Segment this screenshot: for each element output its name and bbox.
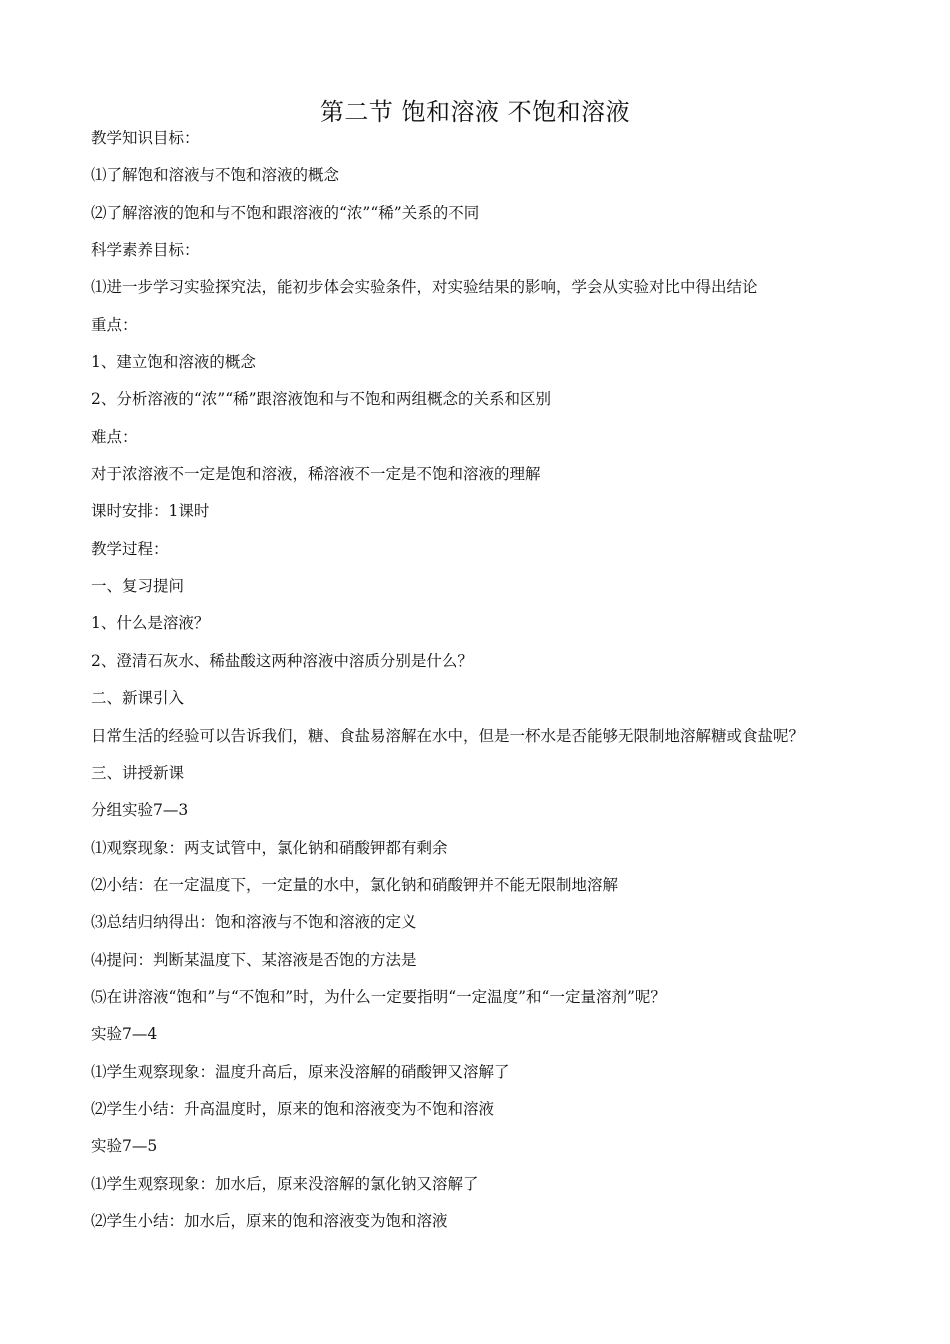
text-line: ⑸在讲溶液“饱和”与“不饱和”时，为什么一定要指明“一定温度”和“一定量溶剂”呢？ <box>91 987 666 1006</box>
document-body <box>91 128 891 1248</box>
text-line: 教学过程： <box>91 539 169 558</box>
text-line: 对于浓溶液不一定是饱和溶液，稀溶液不一定是不饱和溶液的理解 <box>91 465 541 484</box>
text-line: 二、新课引入 <box>91 689 185 708</box>
text-line: 难点： <box>91 427 138 446</box>
text-line: 1、建立饱和溶液的概念 <box>91 353 256 372</box>
text-line: ⑴学生观察现象：温度升高后，原来没溶解的硝酸钾又溶解了 <box>91 1062 510 1081</box>
text-line: 1、什么是溶液？ <box>91 614 210 633</box>
document-title: 第二节 饱和溶液 不饱和溶液 <box>319 98 631 126</box>
text-line: 2、分析溶液的“浓”“稀”跟溶液饱和与不饱和两组概念的关系和区别 <box>91 390 552 409</box>
text-line: ⑵小结：在一定温度下，一定量的水中，氯化钠和硝酸钾并不能无限制地溶解 <box>91 875 619 894</box>
text-line: 一、复习提问 <box>91 577 185 596</box>
text-line: ⑵学生小结：升高温度时，原来的饱和溶液变为不饱和溶液 <box>91 1099 495 1118</box>
text-line: 教学知识目标： <box>91 129 200 147</box>
text-line: 2、澄清石灰水、稀盐酸这两种溶液中溶质分别是什么？ <box>91 651 473 670</box>
text-line: 日常生活的经验可以告诉我们，糖、食盐易溶解在水中，但是一杯水是否能够无限制地溶解糖或食盐呢？ <box>91 726 805 745</box>
text-line: ⑵学生小结：加水后，原来的饱和溶液变为饱和溶液 <box>91 1211 448 1230</box>
text-line: 实验7—5 <box>91 1137 158 1156</box>
text-line: 科学素养目标： <box>91 241 200 260</box>
text-line: 分组实验7—3 <box>91 801 189 820</box>
text-line: 课时安排：1课时 <box>91 502 210 521</box>
text-line: 实验7—4 <box>91 1025 158 1044</box>
text-line: ⑴学生观察现象：加水后，原来没溶解的氯化钠又溶解了 <box>91 1174 479 1193</box>
text-line: ⑶总结归纳得出：饱和溶液与不饱和溶液的定义 <box>91 913 417 932</box>
text-line: ⑴进一步学习实验探究法，能初步体会实验条件，对实验结果的影响，学会从实验对比中得出结论 <box>91 278 758 297</box>
text-line: ⑵了解溶液的饱和与不饱和跟溶液的“浓”“稀”关系的不同 <box>91 203 480 222</box>
text-line: ⑴了解饱和溶液与不饱和溶液的概念 <box>91 166 340 185</box>
text-line: ⑷提问：判断某温度下、某溶液是否饱的方法是 <box>91 950 417 969</box>
text-line: 重点： <box>91 315 138 334</box>
text-line: ⑴观察现象：两支试管中，氯化钠和硝酸钾都有剩余 <box>91 838 448 857</box>
text-line: 三、讲授新课 <box>91 763 185 782</box>
